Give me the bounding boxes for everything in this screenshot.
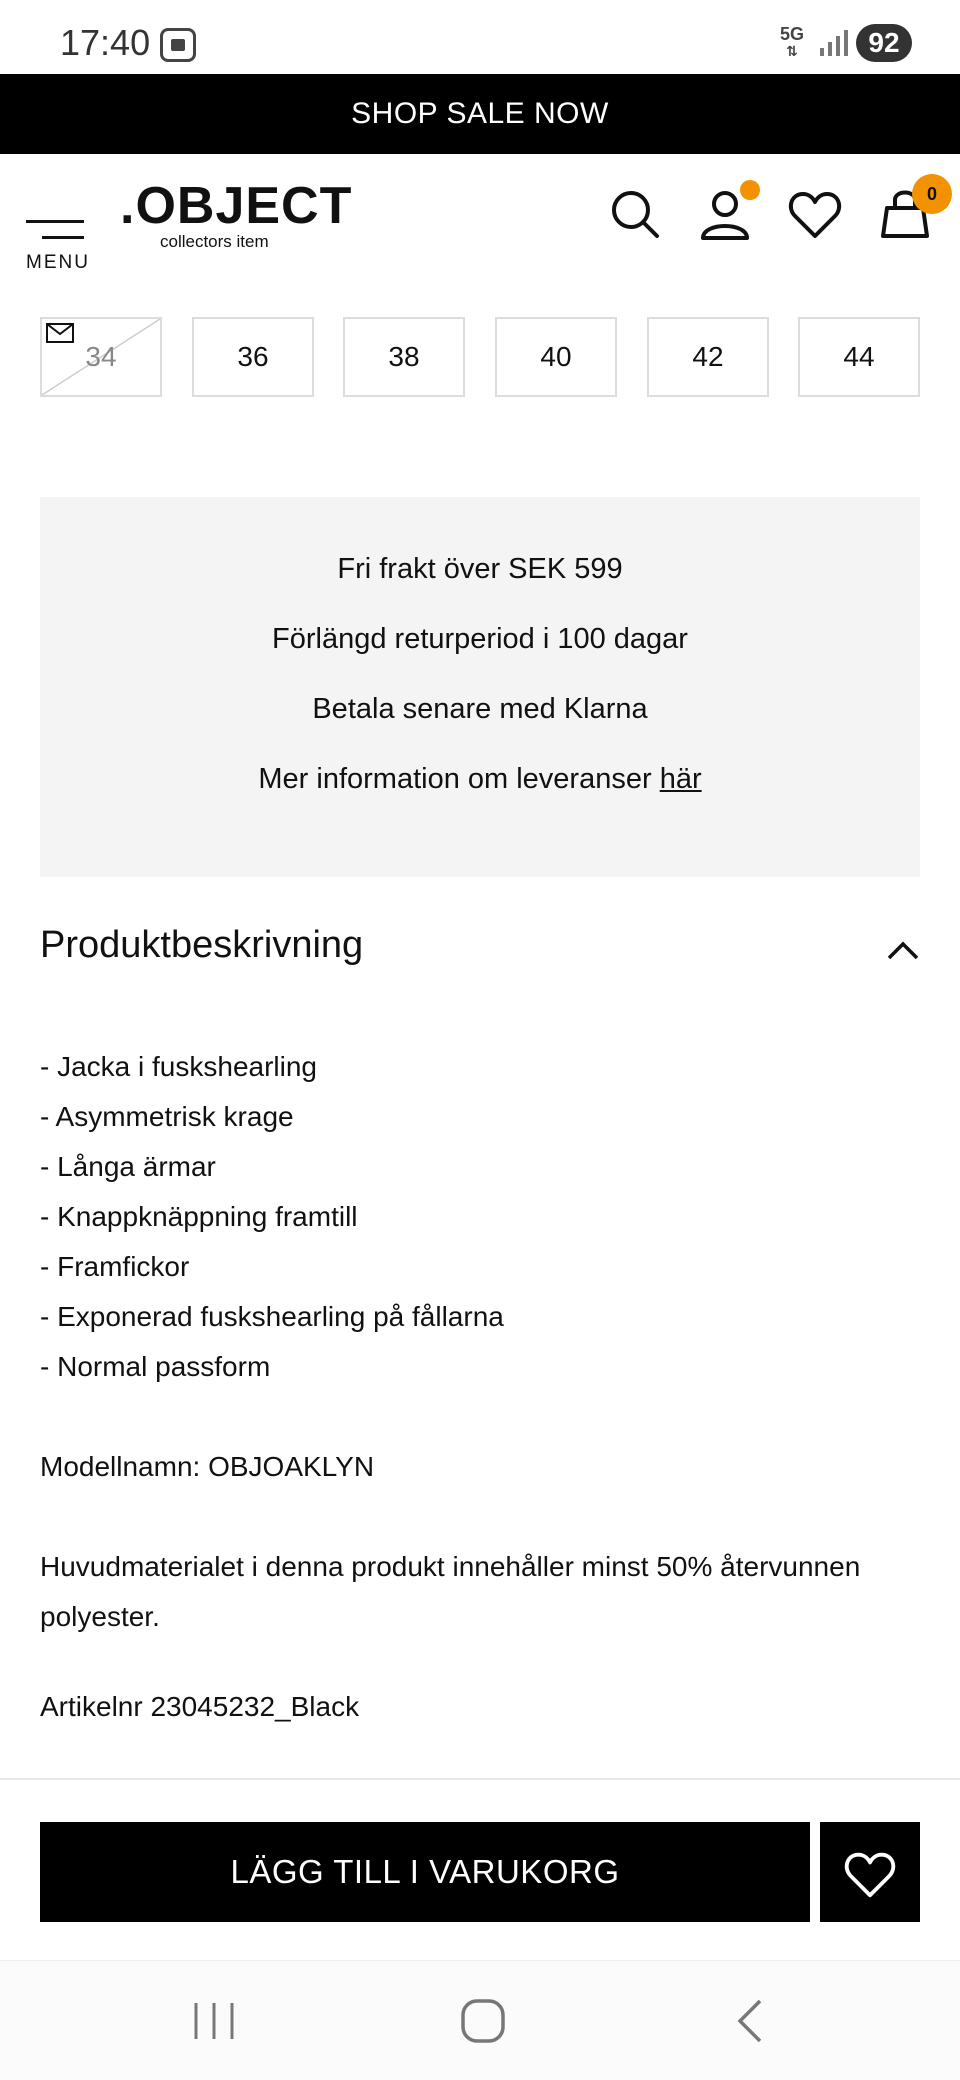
chevron-up-icon[interactable] — [886, 938, 920, 962]
list-item: - Knappknäppning framtill — [40, 1201, 358, 1232]
delivery-info-link[interactable]: här — [659, 763, 702, 795]
add-to-cart-button[interactable]: LÄGG TILL I VARUKORG — [40, 1822, 810, 1922]
battery-indicator: 92 — [856, 24, 912, 62]
size-label: 36 — [237, 341, 269, 372]
recent-apps-icon[interactable] — [184, 1995, 244, 2047]
status-bar — [0, 0, 960, 74]
site-header — [0, 154, 960, 286]
status-time: 17:40 — [60, 22, 151, 63]
size-option[interactable] — [647, 317, 769, 397]
logo-tagline: collectors item — [160, 232, 269, 251]
list-item: - Långa ärmar — [40, 1151, 216, 1182]
add-to-wishlist-button[interactable] — [820, 1822, 920, 1922]
size-option[interactable] — [495, 317, 617, 397]
description-bullets — [40, 1042, 920, 1392]
shipping-info-box — [40, 497, 920, 877]
heart-icon — [843, 1847, 897, 1901]
menu-label: MENU — [26, 252, 90, 273]
home-icon[interactable] — [453, 1995, 513, 2047]
network-badge — [780, 26, 804, 59]
list-item: - Normal passform — [40, 1351, 271, 1382]
size-option[interactable] — [798, 317, 920, 397]
promo-banner[interactable]: SHOP SALE NOW — [0, 74, 960, 154]
description-heading[interactable]: Produktbeskrivning — [40, 924, 364, 966]
list-item: - Jacka i fuskshearling — [40, 1051, 318, 1082]
free-shipping-text: Fri frakt över SEK 599 — [337, 553, 623, 585]
delivery-info-label: Mer information om leveranser — [258, 763, 660, 795]
size-selector — [40, 317, 920, 397]
size-label: 34 — [85, 341, 117, 372]
size-label: 40 — [540, 341, 572, 372]
list-item: - Exponerad fuskshearling på fållarna — [40, 1301, 504, 1332]
cart-count-badge: 0 — [912, 174, 952, 214]
return-period-text: Förlängd returperiod i 100 dagar — [272, 623, 688, 655]
menu-button[interactable] — [26, 184, 96, 273]
delivery-info-text — [40, 763, 920, 796]
hamburger-icon — [26, 220, 84, 223]
size-option[interactable] — [343, 317, 465, 397]
hamburger-line — [42, 236, 84, 239]
model-name: Modellnamn: OBJOAKLYN — [40, 1451, 375, 1482]
size-label: 42 — [692, 341, 724, 372]
size-label: 38 — [388, 341, 420, 372]
data-arrows-icon: ⇅ — [786, 43, 798, 59]
logo-wordmark: .OBJECT — [120, 177, 353, 235]
back-icon[interactable] — [722, 1995, 782, 2047]
account-notification-dot — [740, 180, 760, 200]
klarna-text: Betala senare med Klarna — [312, 693, 648, 725]
search-icon[interactable] — [607, 186, 663, 242]
signal-icon — [818, 28, 848, 58]
screenshot-icon — [160, 28, 196, 62]
size-option[interactable] — [192, 317, 314, 397]
brand-logo[interactable] — [120, 177, 353, 252]
network-label: 5G — [780, 24, 805, 44]
mail-icon — [46, 323, 74, 343]
wishlist-icon[interactable] — [787, 186, 843, 242]
action-bar — [0, 1778, 960, 1960]
system-nav-bar — [0, 1960, 960, 2080]
list-item: - Framfickor — [40, 1251, 190, 1282]
article-number: Artikelnr 23045232_Black — [40, 1691, 360, 1722]
material-info: Huvudmaterialet i denna produkt innehåller minst 50% återvunnen polyester. — [40, 1551, 861, 1632]
size-label: 44 — [843, 341, 875, 372]
list-item: - Asymmetrisk krage — [40, 1101, 294, 1132]
size-option[interactable] — [40, 317, 162, 397]
